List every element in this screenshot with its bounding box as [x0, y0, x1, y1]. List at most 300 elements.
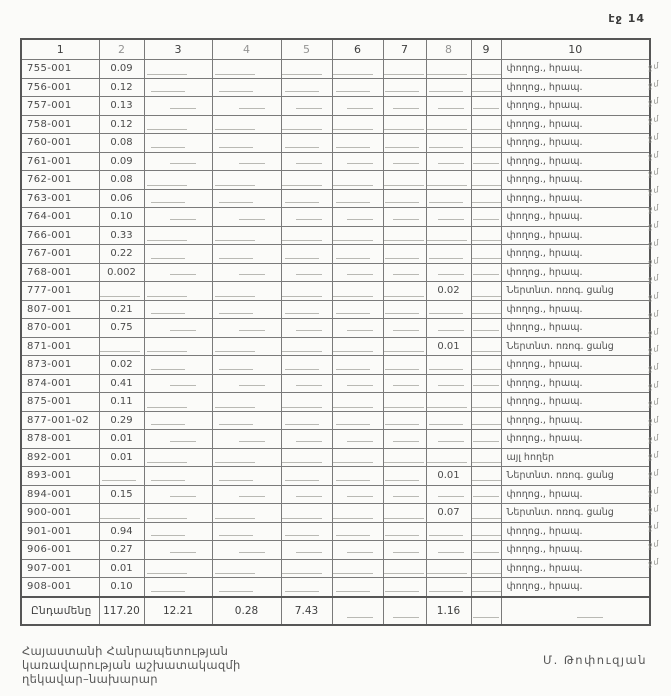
value-col8-cell — [426, 226, 471, 245]
land-use-cell: փողոց., հրապ. — [501, 263, 650, 282]
value-col6-cell — [332, 245, 383, 264]
value-col8-cell — [426, 319, 471, 338]
land-use-cell: փողոց., հրապ. — [501, 578, 650, 597]
value-col5-cell — [281, 78, 332, 97]
value-col2-cell: 0.27 — [99, 541, 144, 560]
value-col6-cell — [332, 300, 383, 319]
table-row — [21, 226, 650, 245]
value-col3-cell — [144, 134, 212, 153]
parcel-id-cell: 758-001 — [21, 115, 99, 134]
parcel-id-cell: 762-001 — [21, 171, 99, 190]
margin-mark: ջմ — [647, 344, 661, 356]
land-use-cell: փողոց., հրապ. — [501, 60, 650, 79]
margin-mark: ջմ — [647, 290, 661, 303]
value-col8-cell — [426, 393, 471, 412]
value-col7-cell — [383, 393, 426, 412]
parcel-id-cell: 761-001 — [21, 152, 99, 171]
value-col5-cell — [281, 134, 332, 153]
parcel-id-cell: 878-001 — [21, 430, 99, 449]
value-col5-cell — [281, 171, 332, 190]
value-col6-cell — [332, 374, 383, 393]
table-row — [21, 448, 650, 467]
table-row — [21, 578, 650, 597]
parcel-id-cell: 757-001 — [21, 97, 99, 116]
value-col6-cell — [332, 208, 383, 227]
value-col2-cell — [99, 337, 144, 356]
value-col4-cell — [212, 134, 281, 153]
value-col5-cell — [281, 208, 332, 227]
value-col4-cell — [212, 411, 281, 430]
value-col9-cell — [471, 467, 501, 486]
value-col8-cell — [426, 578, 471, 597]
value-col9-cell — [471, 245, 501, 264]
value-col2-cell: 0.29 — [99, 411, 144, 430]
value-col2-cell: 0.33 — [99, 226, 144, 245]
value-col4-cell: 0.28 — [212, 597, 281, 625]
value-col7-cell — [383, 282, 426, 301]
value-col5-cell — [281, 226, 332, 245]
parcel-id-cell: 894-001 — [21, 485, 99, 504]
value-col7-cell — [383, 263, 426, 282]
margin-mark: ջմ — [647, 467, 661, 480]
signatory-name: Մ. Թոփուզյան — [543, 653, 647, 667]
land-use-cell: փողոց., հրապ. — [501, 245, 650, 264]
table-row — [21, 374, 650, 393]
value-col9-cell — [471, 263, 501, 282]
land-use-cell: Ներտնտ. ոռոգ. ցանց — [501, 504, 650, 523]
value-col8-cell — [426, 152, 471, 171]
margin-mark: ջմ — [647, 96, 661, 108]
value-col6-cell — [332, 597, 383, 625]
value-col3-cell — [144, 374, 212, 393]
value-col5-cell — [281, 356, 332, 375]
value-col4-cell — [212, 430, 281, 449]
value-col6-cell — [332, 78, 383, 97]
column-header-8: 8 — [426, 39, 471, 60]
value-col4-cell — [212, 226, 281, 245]
value-col8-cell — [426, 448, 471, 467]
value-col5-cell — [281, 337, 332, 356]
value-col5-cell — [281, 430, 332, 449]
value-col5-cell — [281, 97, 332, 116]
value-col9-cell — [471, 97, 501, 116]
value-col7-cell — [383, 134, 426, 153]
land-use-cell: Ներտնտ. ոռոգ. ցանց — [501, 282, 650, 301]
value-col3-cell — [144, 504, 212, 523]
value-col5-cell — [281, 282, 332, 301]
value-col9-cell — [471, 60, 501, 79]
land-use-cell: փողոց., հրապ. — [501, 430, 650, 449]
value-col6-cell — [332, 522, 383, 541]
value-col7-cell — [383, 78, 426, 97]
value-col6-cell — [332, 226, 383, 245]
value-col7-cell — [383, 430, 426, 449]
value-col6-cell — [332, 97, 383, 116]
value-col8-cell — [426, 78, 471, 97]
value-col5-cell — [281, 522, 332, 541]
value-col5-cell — [281, 245, 332, 264]
table-row — [21, 282, 650, 301]
parcel-id-cell: 764-001 — [21, 208, 99, 227]
margin-mark: ջմ — [647, 113, 661, 126]
land-use-cell: փողոց., հրապ. — [501, 374, 650, 393]
margin-mark: ջմ — [647, 556, 661, 568]
column-header-5: 5 — [281, 39, 332, 60]
value-col3-cell — [144, 208, 212, 227]
parcel-id-cell: 756-001 — [21, 78, 99, 97]
margin-mark: ջմ — [647, 60, 661, 73]
value-col9-cell — [471, 78, 501, 97]
value-col4-cell — [212, 60, 281, 79]
table-row — [21, 356, 650, 375]
value-col3-cell — [144, 578, 212, 597]
value-col9-cell — [471, 430, 501, 449]
value-col2-cell: 0.11 — [99, 393, 144, 412]
value-col4-cell — [212, 485, 281, 504]
value-col3-cell — [144, 97, 212, 116]
value-col6-cell — [332, 448, 383, 467]
value-col4-cell — [212, 208, 281, 227]
value-col2-cell: 0.94 — [99, 522, 144, 541]
value-col6-cell — [332, 152, 383, 171]
value-col7-cell — [383, 485, 426, 504]
margin-mark: ջմ — [647, 326, 661, 338]
value-col9-cell — [471, 226, 501, 245]
value-col6-cell — [332, 393, 383, 412]
value-col3-cell — [144, 245, 212, 264]
value-col6-cell — [332, 430, 383, 449]
value-col2-cell — [99, 467, 144, 486]
value-col8-cell — [426, 189, 471, 208]
value-col9-cell — [471, 115, 501, 134]
table-row — [21, 97, 650, 116]
land-use-cell: փողոց., հրապ. — [501, 208, 650, 227]
margin-mark: ջմ — [647, 308, 661, 320]
value-col8-cell — [426, 374, 471, 393]
value-col2-cell: 0.13 — [99, 97, 144, 116]
value-col5-cell — [281, 541, 332, 560]
column-header-10: 10 — [501, 39, 650, 60]
value-col5-cell — [281, 485, 332, 504]
value-col4-cell — [212, 393, 281, 412]
value-col4-cell — [212, 97, 281, 116]
margin-mark: ջմ — [647, 503, 661, 515]
land-use-cell: փողոց., հրապ. — [501, 356, 650, 375]
value-col7-cell — [383, 300, 426, 319]
value-col7-cell — [383, 245, 426, 264]
margin-mark: ջմ — [647, 255, 661, 267]
value-col7-cell — [383, 115, 426, 134]
value-col3-cell — [144, 448, 212, 467]
value-col7-cell — [383, 522, 426, 541]
value-col8-cell — [426, 208, 471, 227]
value-col4-cell — [212, 300, 281, 319]
value-col6-cell — [332, 171, 383, 190]
value-col9-cell — [471, 559, 501, 578]
value-col4-cell — [212, 171, 281, 190]
parcel-id-cell: 906-001 — [21, 541, 99, 560]
margin-mark: ջմ — [647, 432, 661, 444]
value-col9-cell — [471, 189, 501, 208]
land-parcel-table — [20, 38, 651, 626]
value-col4-cell — [212, 578, 281, 597]
table-row — [21, 245, 650, 264]
value-col5-cell — [281, 319, 332, 338]
land-use-cell: Ներտնտ. ոռոգ. ցանց — [501, 337, 650, 356]
value-col9-cell — [471, 578, 501, 597]
value-col8-cell — [426, 541, 471, 560]
parcel-id-cell: 900-001 — [21, 504, 99, 523]
value-col4-cell — [212, 245, 281, 264]
value-col2-cell: 0.75 — [99, 319, 144, 338]
value-col7-cell — [383, 356, 426, 375]
land-use-cell: փողոց., հրապ. — [501, 393, 650, 412]
margin-mark: ջմ — [647, 237, 661, 250]
table-row — [21, 300, 650, 319]
table-row — [21, 171, 650, 190]
value-col9-cell — [471, 448, 501, 467]
value-col4-cell — [212, 337, 281, 356]
value-col9-cell — [471, 356, 501, 375]
land-use-cell: փողոց., հրապ. — [501, 559, 650, 578]
table-row — [21, 504, 650, 523]
margin-mark: ջմ — [647, 414, 661, 427]
table-row — [21, 337, 650, 356]
value-col7-cell — [383, 448, 426, 467]
value-col2-cell: 0.002 — [99, 263, 144, 282]
value-col8-cell — [426, 559, 471, 578]
value-col2-cell: 0.01 — [99, 448, 144, 467]
column-header-1: 1 — [21, 39, 99, 60]
table-row — [21, 60, 650, 79]
value-col4-cell — [212, 356, 281, 375]
value-col9-cell — [471, 300, 501, 319]
value-col3-cell — [144, 319, 212, 338]
table-row — [21, 467, 650, 486]
value-col3-cell — [144, 559, 212, 578]
value-col2-cell: 0.06 — [99, 189, 144, 208]
value-col2-cell: 0.01 — [99, 559, 144, 578]
value-col6-cell — [332, 559, 383, 578]
value-col6-cell — [332, 282, 383, 301]
value-col8-cell — [426, 97, 471, 116]
value-col2-cell: 117.20 — [99, 597, 144, 625]
parcel-id-cell: 766-001 — [21, 226, 99, 245]
value-col8-cell — [426, 411, 471, 430]
value-col5-cell — [281, 411, 332, 430]
value-col7-cell — [383, 208, 426, 227]
table-row — [21, 208, 650, 227]
value-col4-cell — [212, 559, 281, 578]
margin-mark: ջմ — [647, 538, 661, 550]
parcel-id-cell: Ընդամենը — [21, 597, 99, 625]
value-col2-cell: 0.10 — [99, 578, 144, 597]
value-col2-cell: 0.21 — [99, 300, 144, 319]
parcel-id-cell: 893-001 — [21, 467, 99, 486]
totals-row — [21, 597, 650, 625]
value-col8-cell — [426, 60, 471, 79]
parcel-id-cell: 755-001 — [21, 60, 99, 79]
value-col7-cell — [383, 411, 426, 430]
value-col9-cell — [471, 374, 501, 393]
value-col2-cell — [99, 282, 144, 301]
value-col5-cell — [281, 467, 332, 486]
value-col3-cell — [144, 226, 212, 245]
land-use-cell: փողոց., հրապ. — [501, 78, 650, 97]
page-number: էջ 14 — [608, 12, 645, 25]
table-row — [21, 485, 650, 504]
value-col5-cell: 7.43 — [281, 597, 332, 625]
value-col4-cell — [212, 263, 281, 282]
value-col3-cell — [144, 337, 212, 356]
value-col9-cell — [471, 171, 501, 190]
value-col4-cell — [212, 504, 281, 523]
parcel-id-cell: 908-001 — [21, 578, 99, 597]
land-use-cell: այլ հողեր — [501, 448, 650, 467]
parcel-id-cell: 875-001 — [21, 393, 99, 412]
value-col8-cell — [426, 522, 471, 541]
value-col6-cell — [332, 189, 383, 208]
value-col9-cell — [471, 522, 501, 541]
value-col3-cell — [144, 282, 212, 301]
footer-line-1: Հայաստանի Հանրապետության — [22, 644, 229, 658]
margin-mark: ջմ — [647, 149, 661, 161]
table-row — [21, 430, 650, 449]
value-col8-cell — [426, 245, 471, 264]
value-col8-cell: 0.01 — [426, 467, 471, 486]
value-col7-cell — [383, 319, 426, 338]
value-col6-cell — [332, 578, 383, 597]
value-col7-cell — [383, 559, 426, 578]
value-col8-cell — [426, 485, 471, 504]
land-use-cell: փողոց., հրապ. — [501, 300, 650, 319]
value-col8-cell: 0.07 — [426, 504, 471, 523]
land-use-cell: փողոց., հրապ. — [501, 134, 650, 153]
land-use-cell: փողոց., հրապ. — [501, 522, 650, 541]
value-col3-cell — [144, 485, 212, 504]
value-col8-cell: 1.16 — [426, 597, 471, 625]
value-col3-cell — [144, 189, 212, 208]
table-row — [21, 263, 650, 282]
footer-line-3: ղեկավար–նախարար — [22, 672, 158, 686]
column-header-6: 6 — [332, 39, 383, 60]
parcel-id-cell: 892-001 — [21, 448, 99, 467]
land-use-cell: փողոց., հրապ. — [501, 97, 650, 116]
value-col9-cell — [471, 411, 501, 430]
footer-line-2: կառավարության աշխատակազմի — [22, 658, 241, 672]
value-col4-cell — [212, 522, 281, 541]
value-col4-cell — [212, 541, 281, 560]
parcel-id-cell: 767-001 — [21, 245, 99, 264]
value-col5-cell — [281, 578, 332, 597]
value-col3-cell — [144, 152, 212, 171]
parcel-id-cell: 760-001 — [21, 134, 99, 153]
value-col4-cell — [212, 115, 281, 134]
value-col2-cell: 0.12 — [99, 78, 144, 97]
value-col2-cell: 0.12 — [99, 115, 144, 134]
value-col7-cell — [383, 374, 426, 393]
value-col6-cell — [332, 541, 383, 560]
value-col7-cell — [383, 504, 426, 523]
value-col8-cell — [426, 356, 471, 375]
value-col7-cell — [383, 171, 426, 190]
value-col4-cell — [212, 448, 281, 467]
value-col4-cell — [212, 189, 281, 208]
parcel-id-cell: 901-001 — [21, 522, 99, 541]
value-col2-cell: 0.22 — [99, 245, 144, 264]
value-col2-cell: 0.15 — [99, 485, 144, 504]
value-col6-cell — [332, 504, 383, 523]
value-col7-cell — [383, 337, 426, 356]
value-col5-cell — [281, 60, 332, 79]
margin-mark: ջմ — [647, 361, 661, 373]
parcel-id-cell: 763-001 — [21, 189, 99, 208]
value-col6-cell — [332, 356, 383, 375]
value-col4-cell — [212, 152, 281, 171]
land-use-cell: փողոց., հրապ. — [501, 171, 650, 190]
value-col5-cell — [281, 559, 332, 578]
value-col3-cell — [144, 78, 212, 97]
value-col9-cell — [471, 597, 501, 625]
value-col6-cell — [332, 485, 383, 504]
value-col2-cell: 0.09 — [99, 60, 144, 79]
column-header-4: 4 — [212, 39, 281, 60]
value-col4-cell — [212, 467, 281, 486]
value-col8-cell: 0.01 — [426, 337, 471, 356]
margin-mark: ջմ — [647, 521, 661, 533]
value-col2-cell: 0.02 — [99, 356, 144, 375]
column-header-2: 2 — [99, 39, 144, 60]
margin-mark: ջմ — [647, 131, 661, 143]
value-col3-cell — [144, 411, 212, 430]
value-col9-cell — [471, 208, 501, 227]
land-use-cell: փողոց., հրապ. — [501, 152, 650, 171]
value-col2-cell: 0.08 — [99, 134, 144, 153]
value-col7-cell — [383, 60, 426, 79]
value-col5-cell — [281, 152, 332, 171]
value-col6-cell — [332, 467, 383, 486]
value-col8-cell — [426, 115, 471, 134]
value-col9-cell — [471, 337, 501, 356]
land-use-cell: Ներտնտ. ոռոգ. ցանց — [501, 467, 650, 486]
table-row — [21, 115, 650, 134]
value-col4-cell — [212, 78, 281, 97]
value-col2-cell: 0.01 — [99, 430, 144, 449]
value-col6-cell — [332, 411, 383, 430]
value-col5-cell — [281, 504, 332, 523]
land-use-cell: փողոց., հրապ. — [501, 541, 650, 560]
value-col3-cell — [144, 300, 212, 319]
margin-mark: ջմ — [647, 397, 661, 409]
value-col5-cell — [281, 189, 332, 208]
value-col2-cell: 0.10 — [99, 208, 144, 227]
parcel-id-cell: 873-001 — [21, 356, 99, 375]
table-row — [21, 189, 650, 208]
land-use-cell: փողոց., հրապ. — [501, 226, 650, 245]
land-use-cell: փողոց., հրապ. — [501, 319, 650, 338]
value-col9-cell — [471, 393, 501, 412]
land-use-cell: փողոց., հրապ. — [501, 485, 650, 504]
value-col6-cell — [332, 115, 383, 134]
value-col8-cell — [426, 263, 471, 282]
margin-mark: ջմ — [647, 167, 661, 179]
margin-mark: ջմ — [647, 202, 661, 214]
parcel-id-cell: 777-001 — [21, 282, 99, 301]
value-col8-cell — [426, 300, 471, 319]
value-col8-cell — [426, 430, 471, 449]
table-row — [21, 393, 650, 412]
value-col7-cell — [383, 597, 426, 625]
